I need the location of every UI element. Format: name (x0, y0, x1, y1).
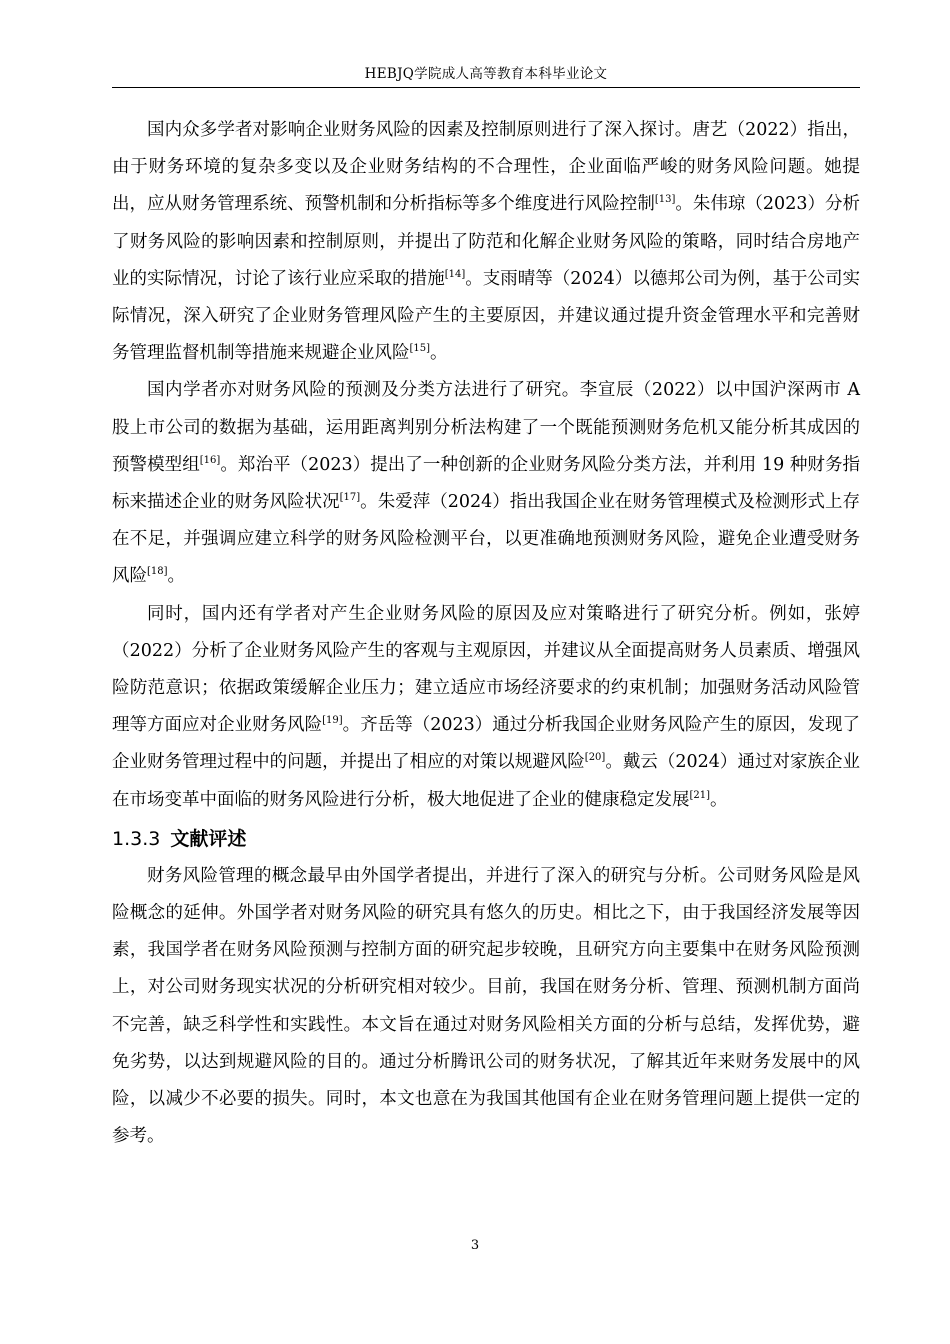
paragraph-prediction-classification (112, 372, 860, 595)
paragraph-text: 国内学者亦对财务风险的预测及分类方法进行了研究。李宣辰（2022）以中国沪深两市 A 股上市公司的数据为基础，运用距离判别分析法构建了一个既能预测财务危机又能分析其成因的预警模型组 (112, 380, 860, 475)
citation-21: [21] (689, 789, 711, 801)
paragraph-text: 。朱伟琼（2023）分析了财务风险的影响因素和控制原则，并提出了防范和化解企业财务风险的策略，同时结合房地产业的实际情况，讨论了该行业应采取的措施 (112, 194, 860, 289)
paragraph-text: 。 (167, 566, 186, 587)
citation-17: [17] (339, 492, 361, 504)
section-number: 1.3.3 (112, 827, 161, 850)
paragraph-literature-review (112, 858, 860, 1156)
section-title: 文献评述 (170, 827, 247, 850)
citation-16: [16] (199, 454, 221, 466)
paragraph-causes-strategies (112, 596, 860, 819)
header-rule (112, 87, 860, 88)
citation-15: [15] (409, 343, 431, 355)
section-heading (112, 822, 860, 856)
paragraph-text: 国内众多学者对影响企业财务风险的因素及控制原则进行了深入探讨。唐艺（2022）指出，由于财务环境的复杂多变以及企业财务结构的不合理性，企业面临严峻的财务风险问题。她提出，应从财务管理系统、预警机制和分析指标等多个维度进行风险控制 (112, 120, 860, 215)
page-body (112, 112, 860, 1155)
citation-13: [13] (654, 194, 676, 206)
paragraph-text: 。戴云（2024）通过对家族企业在市场变革中面临的财务风险进行分析，极大地促进了企业的健康稳定发展 (112, 752, 861, 810)
paragraph-text: 。支雨晴等（2024）以德邦公司为例，基于公司实际情况，深入研究了企业财务管理风险产生的主要原因，并建议通过提升资金管理水平和完善财务管理监督机制等措施来规避企业风险 (112, 268, 860, 364)
paragraph-factors-control (112, 112, 860, 372)
paragraph-text: 。 (430, 343, 448, 364)
paragraph-text: 。朱爱萍（2024）指出我国企业在财务管理模式及检测形式上存在不足，并强调应建立科学的财务风险检测平台，以更准确地预测财务风险，避免企业遭受财务风险 (112, 492, 860, 587)
paragraph-text: 财务风险管理的概念最早由外国学者提出，并进行了深入的研究与分析。公司财务风险是风险概念的延伸。外国学者对财务风险的研究具有悠久的历史。相比之下，由于我国经济发展等因素，我国学者在财务风险预测与控制方面的研究起步较晚，且研究方向主要集中在财务风险预测上，对公司财务现实状况的分析研究相对较少。目前，我国在财务分析、管理、预测机制方面尚不完善，缺乏科学性和实践性。本文旨在通过对财务风险相关方面的分析与总结，发挥优势，避免劣势，以达到规避风险的目的。通过分析腾讯公司的财务状况，了解其近年来财务发展中的风险，以减少不必要的损失。同时，本文也意在为我国其他国有企业在财务管理问题上提供一定的参考。 (112, 865, 860, 1147)
page-header: HEBJQ学院成人高等教育本科毕业论文 (364, 66, 608, 82)
paragraph-text: 。 (710, 789, 728, 810)
page-number: 3 (470, 1238, 480, 1253)
citation-18: [18] (147, 566, 168, 578)
citation-20: [20] (584, 752, 606, 764)
citation-14: [14] (444, 268, 466, 280)
paragraph-text: 。郑治平（2023）提出了一种创新的企业财务风险分类方法，并利用 19 种财务指标来描述企业的财务风险状况 (112, 454, 861, 513)
paragraph-text: 同时，国内还有学者对产生企业财务风险的原因及应对策略进行了研究分析。例如，张婷（2022）分析了企业财务风险产生的客观与主观原因，并建议从全面提高财务人员素质、增强风险防范意识；依据政策缓解企业压力；建立适应市场经济要求的约束机制；加强财务活动风险管理等方面应对企业财务风险 (112, 603, 860, 736)
citation-19: [19] (322, 715, 343, 727)
paragraph-text: 。齐岳等（2023）通过分析我国企业财务风险产生的原因，发现了企业财务管理过程中的问题，并提出了相应的对策以规避风险 (112, 715, 861, 773)
